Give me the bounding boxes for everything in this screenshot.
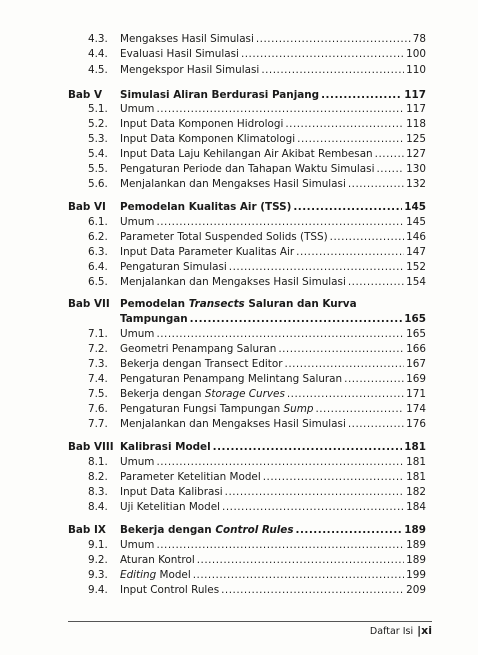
- page-number: 118: [406, 118, 426, 130]
- section-title: Pengaturan Periode dan Tahapan Waktu Simulasi: [120, 163, 375, 175]
- toc-entry: [0, 116, 478, 132]
- chapter-number: Bab VIII: [68, 441, 114, 453]
- section-title: Input Control Rules: [120, 584, 220, 596]
- toc-entry: [0, 416, 478, 432]
- page-number: 174: [406, 403, 426, 415]
- section-number: 7.4.: [88, 373, 108, 385]
- page-number: 125: [406, 133, 426, 145]
- toc-entry: [0, 259, 478, 275]
- page-number: 145: [404, 201, 426, 213]
- section-number: 4.3.: [88, 33, 108, 45]
- section-title: Menjalankan dan Mengakses Hasil Simulasi: [120, 418, 346, 430]
- section-number: 6.5.: [88, 276, 108, 288]
- toc-entry: [0, 214, 478, 230]
- page-number: 100: [406, 48, 426, 60]
- page-number: 167: [406, 358, 426, 370]
- page-number: 145: [406, 216, 426, 228]
- section-title: Uji Ketelitian Model: [120, 501, 221, 513]
- chapter-number: Bab VII: [68, 298, 110, 310]
- section-title: Input Data Komponen Hidrologi: [120, 118, 284, 130]
- section-title: Umum: [120, 456, 155, 468]
- page-number: 130: [406, 163, 426, 175]
- page-number: 165: [406, 328, 426, 340]
- chapter-title-continued: Tampungan: [120, 313, 188, 325]
- toc-entry: [0, 499, 478, 515]
- section-title: Input Data Komponen Klimatologi: [120, 133, 296, 145]
- toc-chapter: [0, 199, 478, 215]
- toc-entry: [0, 176, 478, 192]
- toc-entry: [0, 326, 478, 342]
- chapter-number: Bab IX: [68, 524, 106, 536]
- section-number: 5.2.: [88, 118, 108, 130]
- page-number: 209: [406, 584, 426, 596]
- section-title: Umum: [120, 539, 155, 551]
- section-number: 8.4.: [88, 501, 108, 513]
- page-number: 132: [406, 178, 426, 190]
- section-number: 7.7.: [88, 418, 108, 430]
- page-number: 78: [412, 33, 426, 45]
- toc-entry: [0, 131, 478, 147]
- toc-entry: [0, 356, 478, 372]
- toc-chapter: [0, 522, 478, 538]
- section-title: Umum: [120, 216, 155, 228]
- section-number: 5.1.: [88, 103, 108, 115]
- page-number: 127: [406, 148, 426, 160]
- section-number: 9.4.: [88, 584, 108, 596]
- section-title: Mengakses Hasil Simulasi: [120, 33, 254, 45]
- section-number: 9.2.: [88, 554, 108, 566]
- page-number: 171: [406, 388, 426, 400]
- page-number: 189: [406, 554, 426, 566]
- toc-entry: [0, 46, 478, 62]
- toc-entry: [0, 31, 478, 47]
- toc-entry: [0, 552, 478, 568]
- section-number: 5.5.: [88, 163, 108, 175]
- section-number: 8.2.: [88, 471, 108, 483]
- page-number: 182: [406, 486, 426, 498]
- toc-entry: [0, 401, 478, 417]
- page-number: 169: [406, 373, 426, 385]
- section-title: Pengaturan Penampang Melintang Saluran: [120, 373, 343, 385]
- section-title: Bekerja dengan Transect Editor: [120, 358, 283, 370]
- footer-rule: [68, 621, 432, 622]
- toc-entry: [0, 161, 478, 177]
- section-number: 6.4.: [88, 261, 108, 273]
- section-number: 7.5.: [88, 388, 108, 400]
- section-title: Mengekspor Hasil Simulasi: [120, 64, 260, 76]
- section-number: 7.1.: [88, 328, 108, 340]
- page-number: 166: [406, 343, 426, 355]
- section-number: 9.1.: [88, 539, 108, 551]
- section-number: 5.6.: [88, 178, 108, 190]
- section-number: 5.3.: [88, 133, 108, 145]
- section-title: Menjalankan dan Mengakses Hasil Simulasi: [120, 178, 346, 190]
- chapter-title: Bekerja dengan Control Rules: [120, 524, 294, 536]
- page-number: 117: [406, 103, 426, 115]
- toc-entry: [0, 582, 478, 598]
- chapter-title: Simulasi Aliran Berdurasi Panjang: [120, 89, 320, 101]
- footer-label: Daftar Isi: [369, 626, 414, 637]
- section-number: 6.3.: [88, 246, 108, 258]
- toc-entry: [0, 244, 478, 260]
- section-number: 7.2.: [88, 343, 108, 355]
- toc-entry: [0, 371, 478, 387]
- page-footer: [340, 624, 432, 639]
- toc-entry: [0, 229, 478, 245]
- page-number: 147: [406, 246, 426, 258]
- page-number: 117: [404, 89, 426, 101]
- toc-entry: [0, 469, 478, 485]
- section-number: 4.4.: [88, 48, 108, 60]
- section-title: Aturan Kontrol: [120, 554, 195, 566]
- toc-entry: [0, 386, 478, 402]
- section-number: 8.1.: [88, 456, 108, 468]
- toc-chapter: [0, 439, 478, 455]
- section-number: 8.3.: [88, 486, 108, 498]
- toc-entry: [0, 341, 478, 357]
- section-number: 9.3.: [88, 569, 108, 581]
- section-title: Menjalankan dan Mengakses Hasil Simulasi: [120, 276, 346, 288]
- page-number: 146: [406, 231, 426, 243]
- toc-entry: [0, 537, 478, 553]
- page-number: 199: [406, 569, 426, 581]
- page-number: 154: [406, 276, 426, 288]
- toc-entry: [0, 101, 478, 117]
- toc-entry: [0, 484, 478, 500]
- toc-entry: [0, 274, 478, 290]
- section-title: Bekerja dengan Storage Curves: [120, 388, 285, 400]
- page-number: 110: [406, 64, 426, 76]
- chapter-number: Bab VI: [68, 201, 106, 213]
- section-number: 6.1.: [88, 216, 108, 228]
- section-title: Editing Model: [120, 569, 191, 581]
- page-number: 176: [406, 418, 426, 430]
- section-title: Parameter Ketelitian Model: [120, 471, 261, 483]
- page-number: 189: [404, 524, 426, 536]
- section-number: 4.5.: [88, 64, 108, 76]
- page-number: 181: [406, 471, 426, 483]
- toc-entry: [0, 62, 478, 78]
- page-number: 189: [406, 539, 426, 551]
- section-title: Pengaturan Simulasi: [120, 261, 227, 273]
- chapter-title: Pemodelan Transects Saluran dan Kurva: [120, 298, 357, 310]
- chapter-title: Kalibrasi Model: [120, 441, 211, 453]
- section-number: 6.2.: [88, 231, 108, 243]
- section-title: Umum: [120, 103, 155, 115]
- section-number: 7.6.: [88, 403, 108, 415]
- page-number: 184: [406, 501, 426, 513]
- chapter-title: Pemodelan Kualitas Air (TSS): [120, 201, 292, 213]
- section-title: Evaluasi Hasil Simulasi: [120, 48, 239, 60]
- toc-chapter-continued: [0, 311, 478, 327]
- toc-entry: [0, 454, 478, 470]
- section-title: Geometri Penampang Saluran: [120, 343, 277, 355]
- section-number: 7.3.: [88, 358, 108, 370]
- toc-chapter: [0, 296, 478, 312]
- section-title: Parameter Total Suspended Solids (TSS): [120, 231, 328, 243]
- page-number: 181: [404, 441, 426, 453]
- section-title: Input Data Laju Kehilangan Air Akibat Rembesan: [120, 148, 373, 160]
- section-title: Pengaturan Fungsi Tampungan Sump: [120, 403, 314, 415]
- page-number: 181: [406, 456, 426, 468]
- section-title: Input Data Parameter Kualitas Air: [120, 246, 295, 258]
- section-number: 5.4.: [88, 148, 108, 160]
- section-title: Input Data Kalibrasi: [120, 486, 223, 498]
- toc-entry: [0, 567, 478, 583]
- footer-page-number: |xi: [417, 624, 432, 637]
- chapter-number: Bab V: [68, 89, 103, 101]
- section-title: Umum: [120, 328, 155, 340]
- page-number: 152: [406, 261, 426, 273]
- toc-entry: [0, 146, 478, 162]
- page-number: 165: [404, 313, 426, 325]
